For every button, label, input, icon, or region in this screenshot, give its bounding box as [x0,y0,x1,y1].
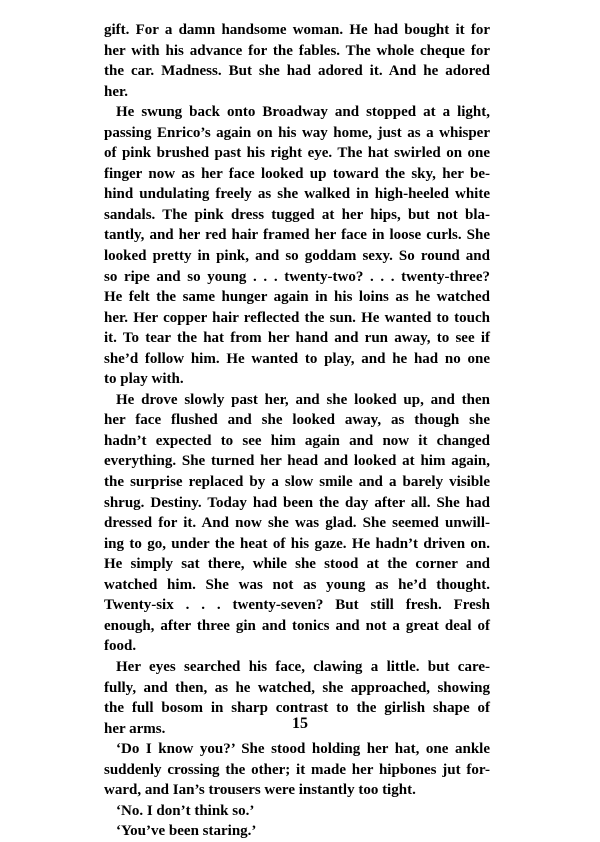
text-line: ing to go, under the heat of his gaze. He hadn’t driven on. [104,535,490,552]
text-line: Twenty-six . . . twenty-seven? But still fresh. Fresh [104,597,490,614]
text-line: tantly, and her red hair framed her face in loose curls. She [104,227,490,244]
text-line: enough, after three gin and tonics and not a great deal of [104,617,490,634]
text-line: ward, and Ian’s trousers were instantly too tight. [104,782,416,799]
text-line: of pink brushed past his right eye. The hat swirled on one [104,145,490,162]
text-line: watched him. She was not as young as he’d thought. [104,576,490,593]
text-line: fully, and then, as he watched, she approached, showing [104,679,490,696]
text-line: ‘You’ve been staring.’ [116,823,257,840]
page-number: 15 [292,715,308,732]
text-line: the full bosom in sharp contrast to the girlish shape of [104,700,490,717]
text-line: Her eyes searched his face, clawing a little. but care- [116,658,490,675]
text-line: hind undulating freely as she walked in high-heeled white [104,186,490,203]
text-line: so ripe and so young . . . twenty-two? . . . twenty-three? [104,268,490,285]
text-line: looked pretty in pink, and so goddam sexy. So round and [104,248,490,265]
text-line: gift. For a damn handsome woman. He had bought it for [104,22,490,38]
text-line: shrug. Destiny. Today had been the day after all. She had [104,494,490,511]
text-line: hadn’t expected to see him again and now it changed [104,432,490,449]
text-line: ‘Do I know you?’ She stood holding her hat, one ankle [116,741,490,758]
text-line: her. [104,83,129,100]
text-line: the car. Madness. But she had adored it. And he adored [104,63,490,80]
text-line: the surprise replaced by a slow smile and a barely visible [104,474,490,491]
text-line: dressed for it. And now she was glad. She seemed unwill- [104,515,490,532]
text-line: her with his advance for the fables. The whole cheque for [104,42,490,59]
text-line: He drove slowly past her, and she looked up, and then [116,391,490,408]
text-line: sandals. The pink dress tugged at her hips, but not bla- [104,206,490,223]
text-line: her face flushed and she looked away, as though she [104,412,490,429]
text-line: He swung back onto Broadway and stopped at a light, [116,104,490,121]
text-line: passing Enrico’s again on his way home, just as a whisper [104,124,490,141]
text-line: ‘No. I don’t think so.’ [116,802,255,819]
text-line: her arms. [104,720,166,737]
text-line: everything. She turned her head and looked at him again, [104,453,490,470]
text-line: He simply sat there, while she stood at the corner and [104,556,490,573]
text-line: her. Her copper hair reflected the sun. He wanted to touch [104,309,490,326]
text-line: finger now as her face looked up toward the sky, her be- [104,165,490,182]
text-line: to play with. [104,371,184,388]
text-line: it. To tear the hat from her hand and run away, to see if [104,330,490,347]
text-line: food. [104,638,137,655]
text-line: suddenly crossing the other; it made her hipbones jut for- [104,761,490,778]
text-line: she’d follow him. He wanted to play, and he had no one [104,350,490,367]
text-line: He felt the same hunger again in his loins as he watched [104,289,490,306]
